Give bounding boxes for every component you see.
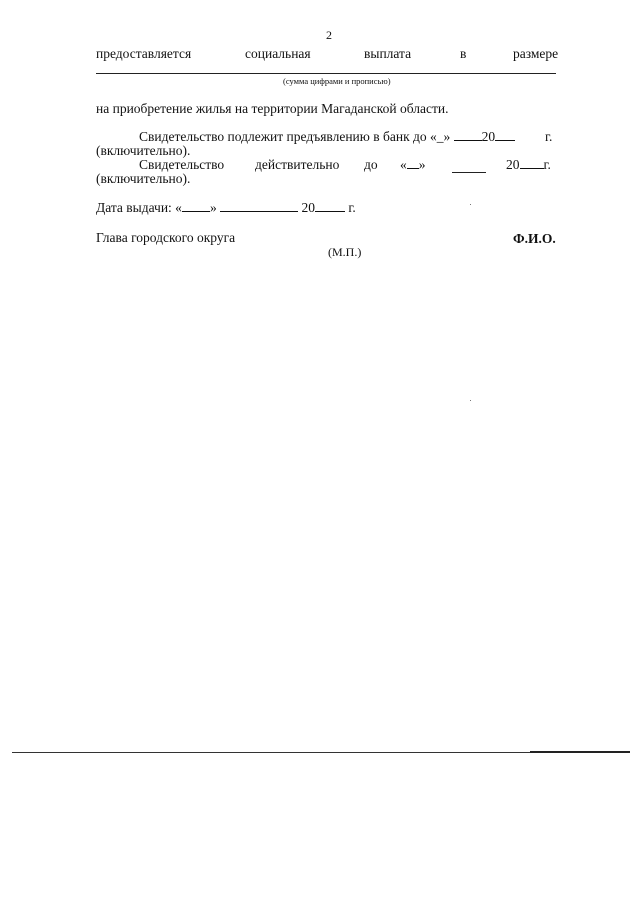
- issue-date-line: [96, 201, 356, 215]
- presentation-year-unit: г.: [545, 129, 553, 144]
- signature-position: Глава городского округа: [96, 230, 236, 245]
- line1-word-2: социальная: [245, 46, 311, 61]
- amount-caption: (сумма цифрами и прописью): [283, 76, 391, 86]
- seal-placeholder: (М.П.): [328, 245, 362, 259]
- line1-word-4: в: [460, 46, 467, 61]
- line1-word-5: размере: [513, 46, 559, 61]
- amount-blank-line: [96, 73, 556, 74]
- validity-day-blank: [407, 158, 419, 169]
- validity-word-2: действительно: [255, 157, 340, 172]
- bottom-rule-thick-segment: [530, 751, 630, 753]
- validity-year-unit: г.: [543, 157, 551, 172]
- issue-date-label: Дата выдачи: «: [96, 200, 182, 215]
- page-number: 2: [326, 28, 332, 42]
- issue-date-close-quote: »: [209, 200, 217, 215]
- issue-date-year-unit: г.: [348, 200, 356, 215]
- line1-word-3: выплата: [364, 46, 412, 61]
- validity-inclusive: (включительно).: [96, 171, 191, 186]
- presentation-inclusive: (включительно).: [96, 143, 191, 158]
- presentation-year-blank: [495, 130, 515, 141]
- validity-word-1: Свидетельство: [139, 157, 225, 172]
- validity-close-quote: »: [418, 157, 426, 172]
- presentation-deadline-line: [139, 130, 515, 144]
- validity-year-blank: [520, 158, 544, 169]
- presentation-year-prefix: 20: [481, 129, 496, 144]
- presentation-text: Свидетельство подлежит предъявлению в банк до «: [139, 129, 437, 144]
- scan-speck: [470, 400, 471, 401]
- validity-year-prefix: 20: [506, 157, 520, 172]
- issue-date-month-blank: [220, 201, 298, 212]
- line1-word-1: предоставляется: [96, 46, 192, 61]
- issue-date-year-prefix: 20: [301, 200, 315, 215]
- presentation-day-fill: _: [436, 129, 444, 144]
- signature-name: Ф.И.О.: [513, 231, 556, 246]
- issue-date-year-blank: [315, 201, 345, 212]
- validity-word-3: до: [364, 157, 378, 172]
- presentation-month-blank: [454, 130, 482, 141]
- validity-day-field: [400, 158, 426, 172]
- validity-month-blank: [452, 172, 486, 173]
- validity-year-field: [506, 158, 551, 172]
- validity-open-quote: «: [400, 157, 407, 172]
- housing-purpose-line: на приобретение жилья на территории Магаданской области.: [96, 101, 449, 116]
- presentation-close-quote: »: [443, 129, 451, 144]
- issue-date-day-blank: [182, 201, 210, 212]
- scan-speck: [470, 204, 471, 205]
